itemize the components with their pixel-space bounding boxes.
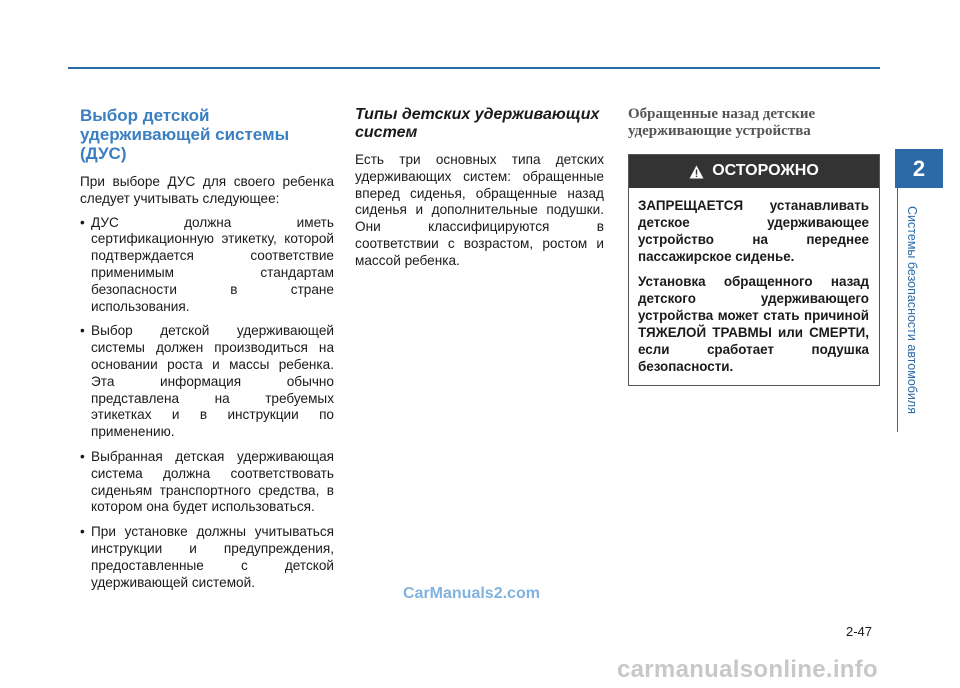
bullet-marker: • <box>80 323 85 339</box>
list-item: • Выбранная детская удерживающая система должна соответствовать сиденьям транспортного средства, в котором она будет использоваться. <box>80 448 334 515</box>
column-child-seat-types <box>355 106 604 270</box>
bullet-marker: • <box>80 524 85 540</box>
warning-paragraph-1: ЗАПРЕЩАЕТСЯ устанавливать детское удерживающее устройство на переднее пассажирское сиденье. <box>638 198 869 264</box>
chapter-title-vertical: Системы безопасности автомобиля <box>905 206 919 414</box>
warning-paragraph-2: Установка обращенного назад детского удерживающего устройства может стать причиной ТЯЖЕЛОЙ ТРАВМЫ или СМЕРТИ, если сработает подушка безопасности. <box>638 274 869 374</box>
top-rule <box>68 67 880 69</box>
list-item: • При установке должны учитываться инструкции и предупреждения, предоставленные с детской удерживающей системой. <box>80 524 334 590</box>
warning-body <box>629 188 879 385</box>
column-child-seat-selection <box>80 106 334 599</box>
list-item: • Выбор детской удерживающей системы должен производиться на основании роста и массы ребенка. Эта информация обычно представлена на требуемых этикетках и в инструкции по применению. <box>80 323 334 440</box>
column-rear-facing-seats <box>628 106 880 386</box>
bullet-marker: • <box>80 448 85 464</box>
watermark-carmanuals: CarManuals2.com <box>403 585 540 602</box>
seat-types-paragraph: Есть три основных типа детских удерживающих систем: обращенные вперед сиденья, обращенные назад сиденья и дополнительные подушки. Они классифицируются в соответствии с возрастом, ростом и массой ребенка. <box>355 152 604 268</box>
warning-title: ОСТОРОЖНО <box>712 162 819 180</box>
warning-box <box>628 154 880 386</box>
page-number: 2-47 <box>846 624 873 639</box>
warning-triangle-icon <box>689 165 704 179</box>
chapter-number-tab: 2 <box>895 149 943 188</box>
selection-criteria-list <box>80 215 334 592</box>
section-heading-seat-types: Типы детских удерживающих систем <box>355 106 600 141</box>
section-heading-rear-facing: Обращенные назад детские удерживающие устройства <box>628 106 816 139</box>
watermark-site: carmanualsonline.info <box>617 656 879 683</box>
warning-header <box>629 155 879 188</box>
intro-paragraph: При выборе ДУС для своего ребенка следует учитывать следующее: <box>80 174 334 206</box>
list-item: • ДУС должна иметь сертификационную этикетку, которой подтверждается соответствие применимым стандартам безопасности в стране использования. <box>80 214 334 314</box>
sidebar-divider <box>897 188 898 432</box>
section-heading-child-seat-selection: Выбор детской удерживающей системы (ДУС) <box>80 106 290 163</box>
bullet-marker: • <box>80 214 85 230</box>
